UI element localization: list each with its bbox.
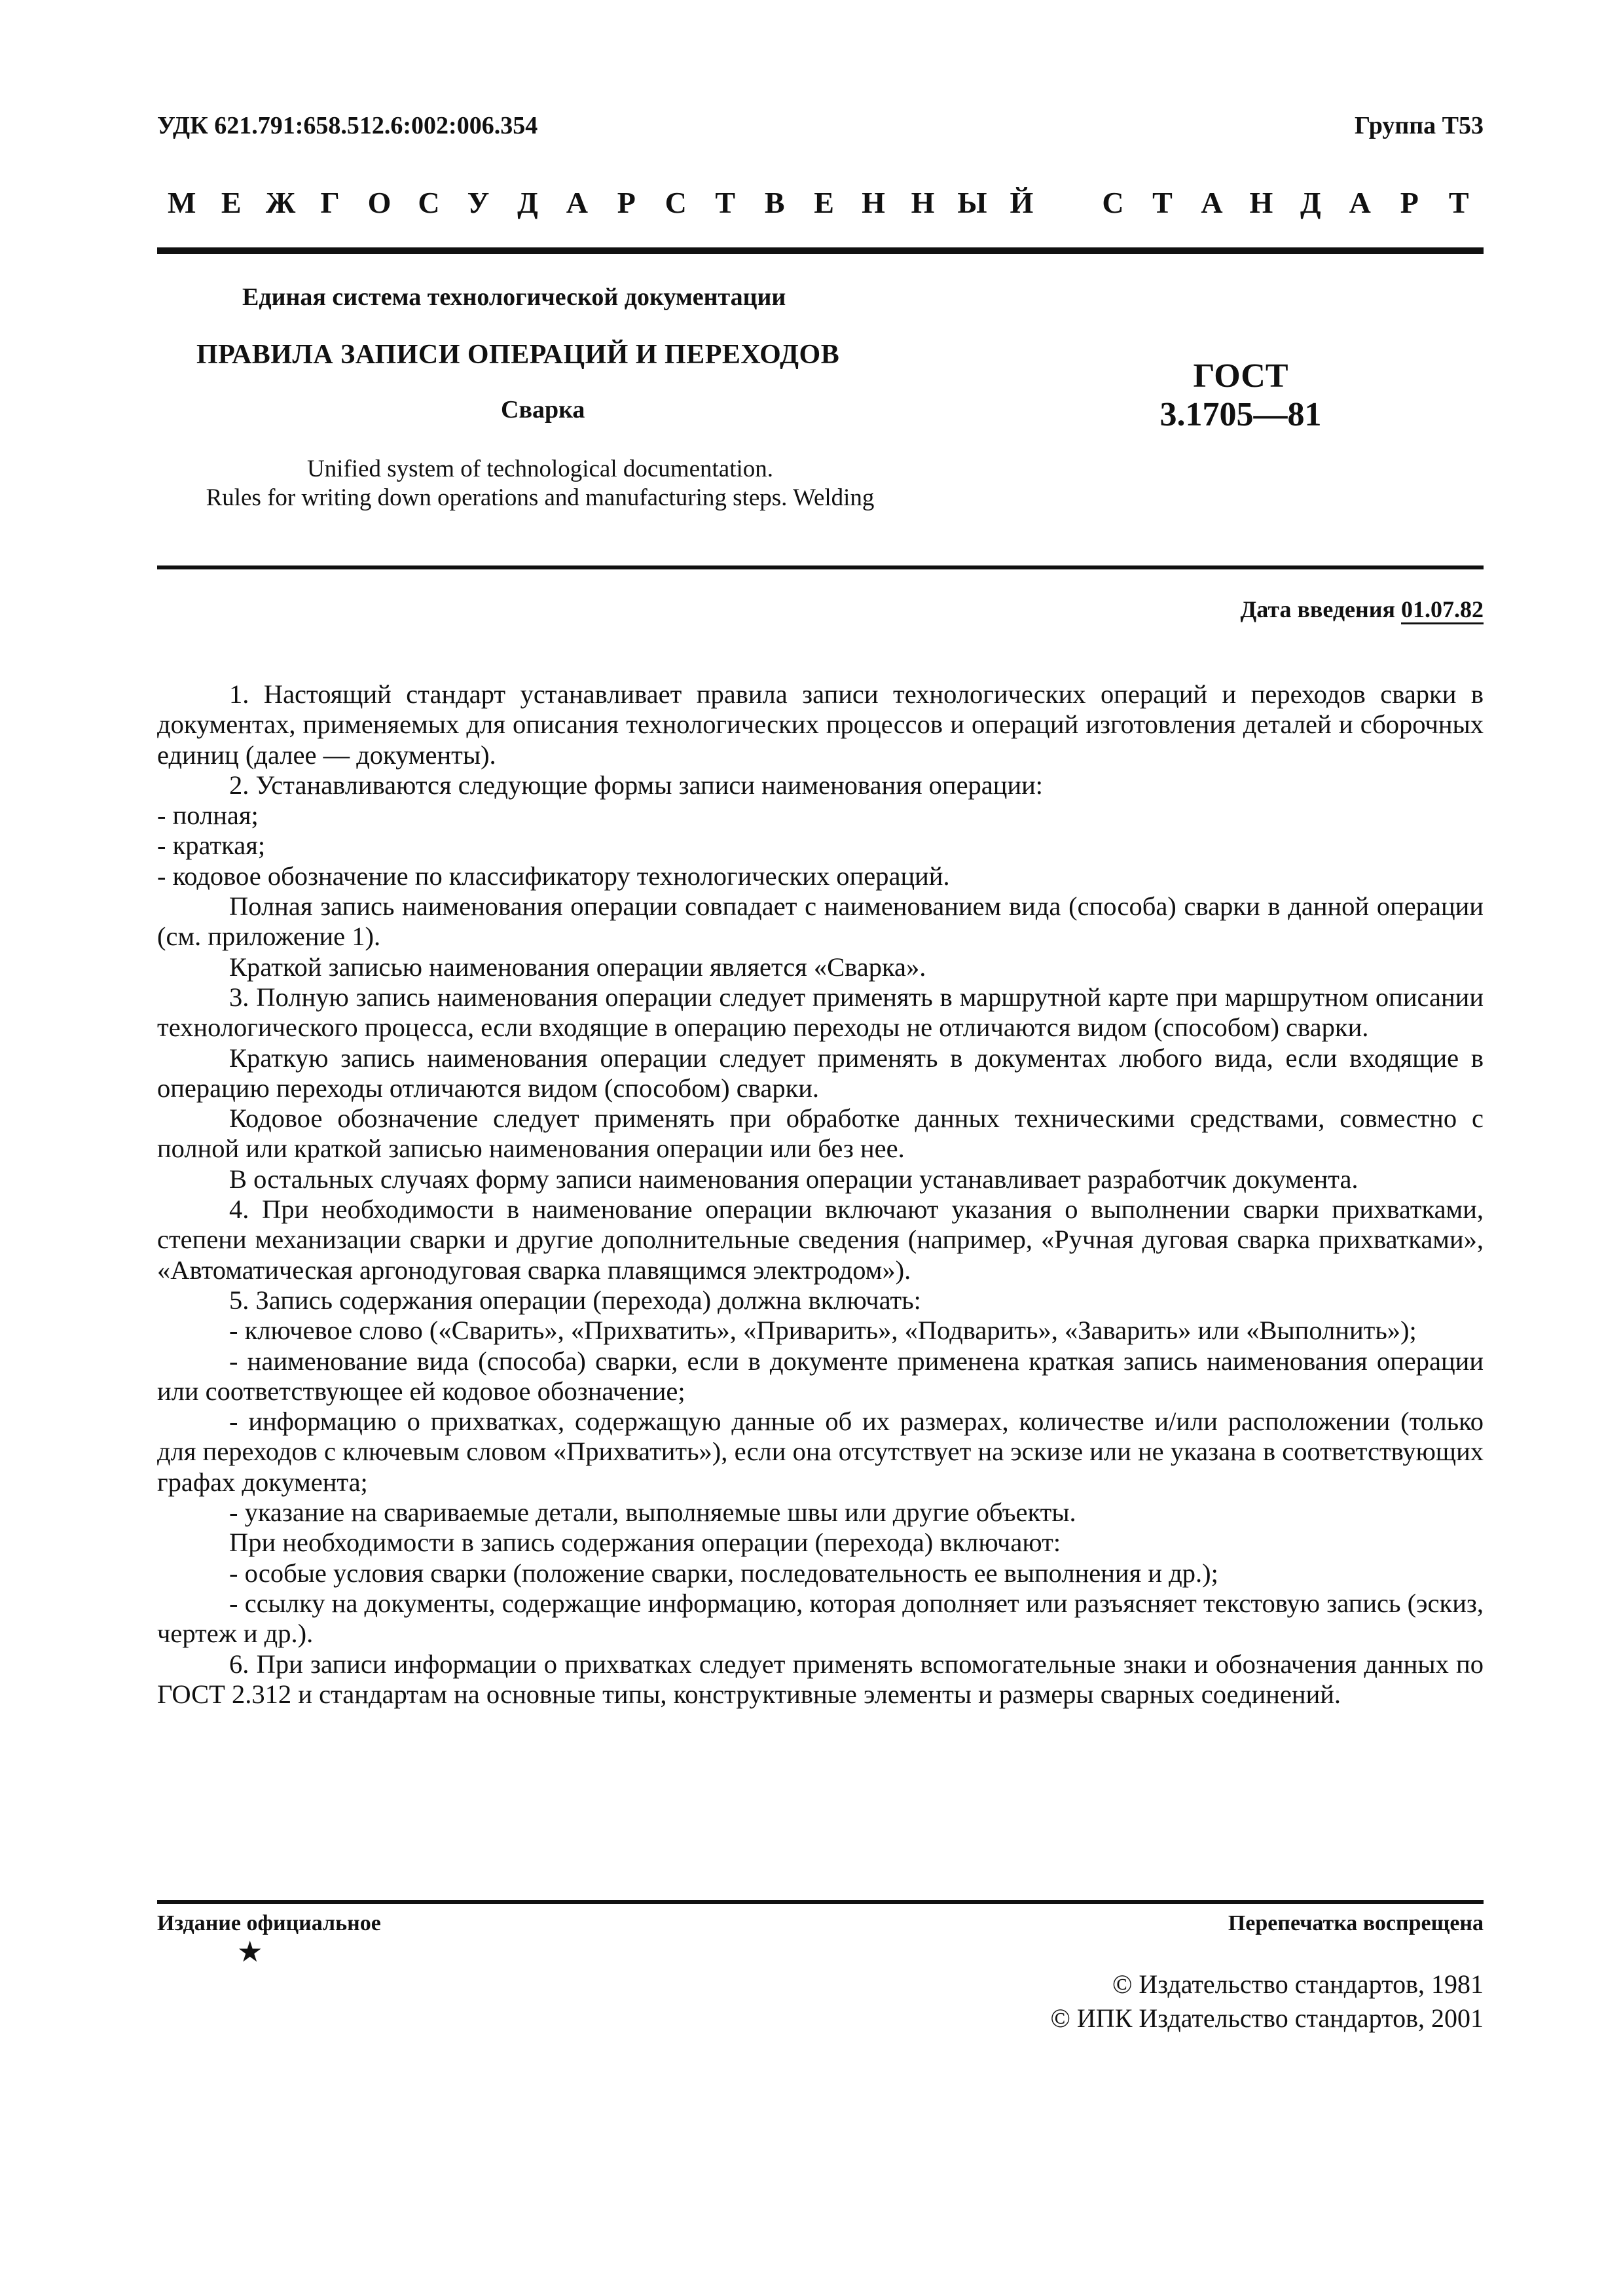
title-rule (157, 565, 1484, 569)
banner-letter: А (566, 186, 588, 219)
banner-letter: С (418, 186, 440, 219)
body-paragraph: - краткая; (157, 831, 266, 861)
banner-letter: Т (1152, 186, 1173, 219)
body-paragraph: В остальных случаях форму записи наименования операции устанавливает разработчик документа. (229, 1164, 1359, 1194)
intro-date-value: 01.07.82 (1401, 596, 1484, 622)
banner-letter: Д (517, 186, 538, 219)
system-name: Единая система технологической документации (242, 283, 786, 311)
copyright-2001: © ИПК Издательство стандартов, 2001 (1050, 2003, 1484, 2033)
body-paragraph: - наименование вида (способа) сварки, если в документе применена краткая запись наименования операции или соответствующее ей кодовое обозначение; (157, 1346, 1484, 1406)
banner-letter: Н (1249, 186, 1273, 219)
body-paragraph: - кодовое обозначение по классификатору технологических операций. (157, 861, 950, 891)
gost-label: ГОСТ (1193, 357, 1288, 395)
banner-letter: Н (862, 186, 885, 219)
body-paragraph: Полная запись наименования операции совпадает с наименованием вида (способа) сварки в данной операции (см. приложение 1). (157, 891, 1484, 952)
banner-letter: Е (221, 186, 242, 219)
body-paragraph: - указание на свариваемые детали, выполняемые швы или другие объекты. (229, 1498, 1076, 1528)
banner-letter: У (467, 186, 490, 219)
copyright-1981: © Издательство стандартов, 1981 (1112, 1969, 1484, 1999)
body-paragraph: 5. Запись содержания операции (перехода) должна включать: (229, 1285, 921, 1315)
intro-date-label: Дата введения (1240, 596, 1395, 622)
gost-number: 3.1705—81 (1159, 396, 1322, 433)
star-icon: ★ (237, 1936, 263, 1968)
banner-letter: А (1201, 186, 1223, 219)
body-paragraph: Краткой записью наименования операции является «Сварка». (229, 952, 926, 982)
banner-letter: С (665, 186, 687, 219)
body-paragraph: При необходимости в запись содержания операции (перехода) включают: (229, 1528, 1061, 1558)
body-paragraph: - полная; (157, 800, 259, 831)
body-paragraph: Краткую запись наименования операции следует применять в документах любого вида, если входящие в операцию переходы отличаются видом (способом) сварки. (157, 1043, 1484, 1103)
banner-letter: Ы (957, 186, 987, 219)
banner-letter: Й (1010, 186, 1034, 219)
banner-letter: О (367, 186, 392, 219)
body-paragraph: - особые условия сварки (положение сварки, последовательность ее выполнения и др.); (229, 1558, 1218, 1588)
banner-letter: В (764, 186, 785, 219)
banner-word-gap (1046, 185, 1088, 231)
reprint-prohibited-label: Перепечатка воспрещена (1228, 1911, 1484, 1935)
english-title-line2: Rules for writing down operations and manufacturing steps. Welding (206, 484, 875, 511)
body-paragraph: - ключевое слово («Сварить», «Прихватить», «Приварить», «Подварить», «Заварить» или «Выполнить»); (229, 1316, 1417, 1346)
banner-letter: С (1102, 186, 1124, 219)
body-paragraph: 2. Устанавливаются следующие формы записи наименования операции: (229, 770, 1044, 800)
banner-letter: Р (617, 186, 636, 219)
english-title-line1: Unified system of technological documentation. (306, 456, 774, 482)
document-body (157, 679, 1484, 1710)
interstate-standard-banner (157, 185, 1484, 231)
banner-letter: А (1349, 186, 1371, 219)
document-title: ПРАВИЛА ЗАПИСИ ОПЕРАЦИЙ И ПЕРЕХОДОВ (196, 340, 840, 370)
banner-letter: Н (911, 186, 935, 219)
intro-date (1241, 596, 1484, 623)
body-paragraph: - информацию о прихватках, содержащую данные об их размерах, количестве и/или расположении (только для переходов с ключевым словом «Прихватить»), если она отсутствует на эскизе или не указана в соответствующих графах документа; (157, 1407, 1484, 1497)
top-rule (157, 247, 1484, 254)
body-paragraph: 4. При необходимости в наименование операции включают указания о выполнении сварки прихватками, степени механизации сварки и другие дополнительные сведения (например, «Ручная дуговая сварка прихватками», «Автоматическая аргонодуговая сварка плавящимся электродом»). (157, 1194, 1484, 1285)
document-subtitle: Сварка (501, 396, 585, 423)
official-edition-label: Издание официальное (157, 1911, 381, 1935)
banner-letter: Д (1300, 186, 1321, 219)
banner-letter: Р (1400, 186, 1419, 219)
footer-rule (157, 1900, 1484, 1904)
banner-letter: Е (814, 186, 834, 219)
banner-letter: Т (1448, 186, 1469, 219)
body-paragraph: - ссылку на документы, содержащие информацию, которая дополняет или разъясняет текстовую запись (эскиз, чертеж и др.). (157, 1588, 1484, 1649)
body-paragraph: 6. При записи информации о прихватках следует применять вспомогательные знаки и обозначения данных по ГОСТ 2.312 и стандартам на основные типы, конструктивные элементы и размеры сварных соединений. (157, 1649, 1484, 1709)
banner-letter: М (168, 186, 196, 219)
body-paragraph: Кодовое обозначение следует применять при обработке данных техническими средствами, совместно с полной или краткой записью наименования операции или без нее. (157, 1103, 1484, 1164)
banner-letter: Ж (265, 186, 296, 219)
banner-letter: Г (320, 186, 340, 219)
body-paragraph: 3. Полную запись наименования операции следует применять в маршрутной карте при маршрутном описании технологического процесса, если входящие в операцию переходы не отличаются видом (способом) сварки. (157, 982, 1484, 1043)
english-title (151, 455, 930, 512)
udk-code: УДК 621.791:658.512.6:002:006.354 (157, 112, 538, 139)
group-code: Группа Т53 (1354, 112, 1484, 139)
body-paragraph: 1. Настоящий стандарт устанавливает правила записи технологических операций и переходов сварки в документах, применяемых для описания технологических процессов и операций изготовления деталей и сборочных единиц (далее — документы). (157, 679, 1484, 770)
banner-letter: Т (715, 186, 736, 219)
